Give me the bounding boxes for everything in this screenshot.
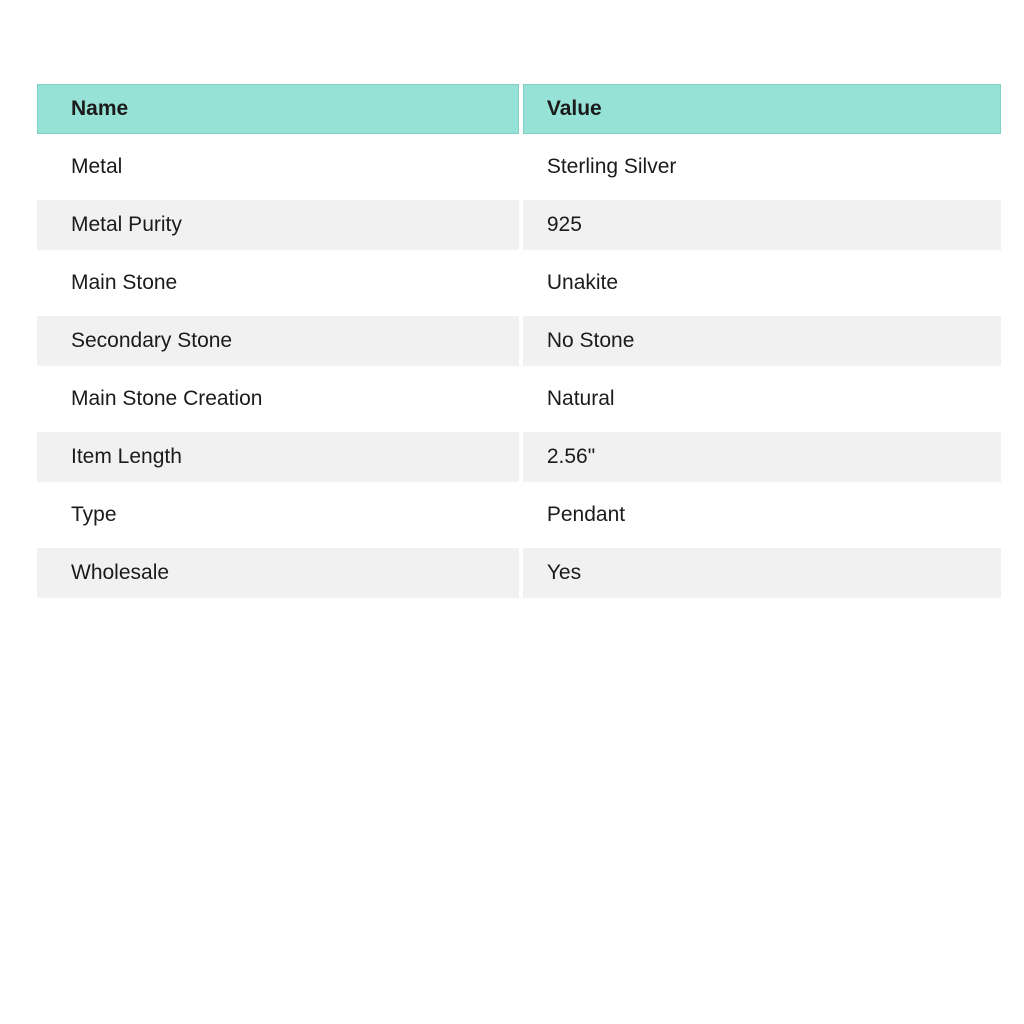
table-row (37, 374, 1001, 424)
specifications-table (37, 76, 1001, 606)
table-row (37, 258, 1001, 308)
column-header-name: Name (37, 84, 523, 134)
spec-value-cell: Sterling Silver (546, 155, 677, 178)
spec-value-cell: Yes (546, 561, 582, 584)
table-row (37, 490, 1001, 540)
spec-value-cell: Unakite (546, 271, 619, 294)
table-row (37, 548, 1001, 598)
spec-name-cell: Main Stone Creation (37, 374, 523, 424)
table-row (37, 142, 1001, 192)
spec-name-cell: Item Length (37, 432, 523, 482)
table-row (37, 432, 1001, 482)
table-row (37, 200, 1001, 250)
spec-value-cell: Pendant (546, 503, 626, 526)
spec-value-cell: 2.56" (546, 445, 596, 468)
column-header-value: Value (523, 84, 1001, 134)
spec-name-cell: Metal Purity (37, 200, 523, 250)
product-specifications (37, 76, 1001, 606)
spec-name-cell: Type (37, 490, 523, 540)
spec-name-cell: Main Stone (37, 258, 523, 308)
spec-name-cell: Wholesale (37, 548, 523, 598)
spec-value-cell: Natural (546, 387, 615, 410)
table-row (37, 316, 1001, 366)
spec-name-cell: Metal (37, 142, 523, 192)
header-row (37, 84, 1001, 134)
spec-value-cell: No Stone (546, 329, 635, 352)
spec-value-cell: 925 (546, 213, 582, 236)
spec-name-cell: Secondary Stone (37, 316, 523, 366)
